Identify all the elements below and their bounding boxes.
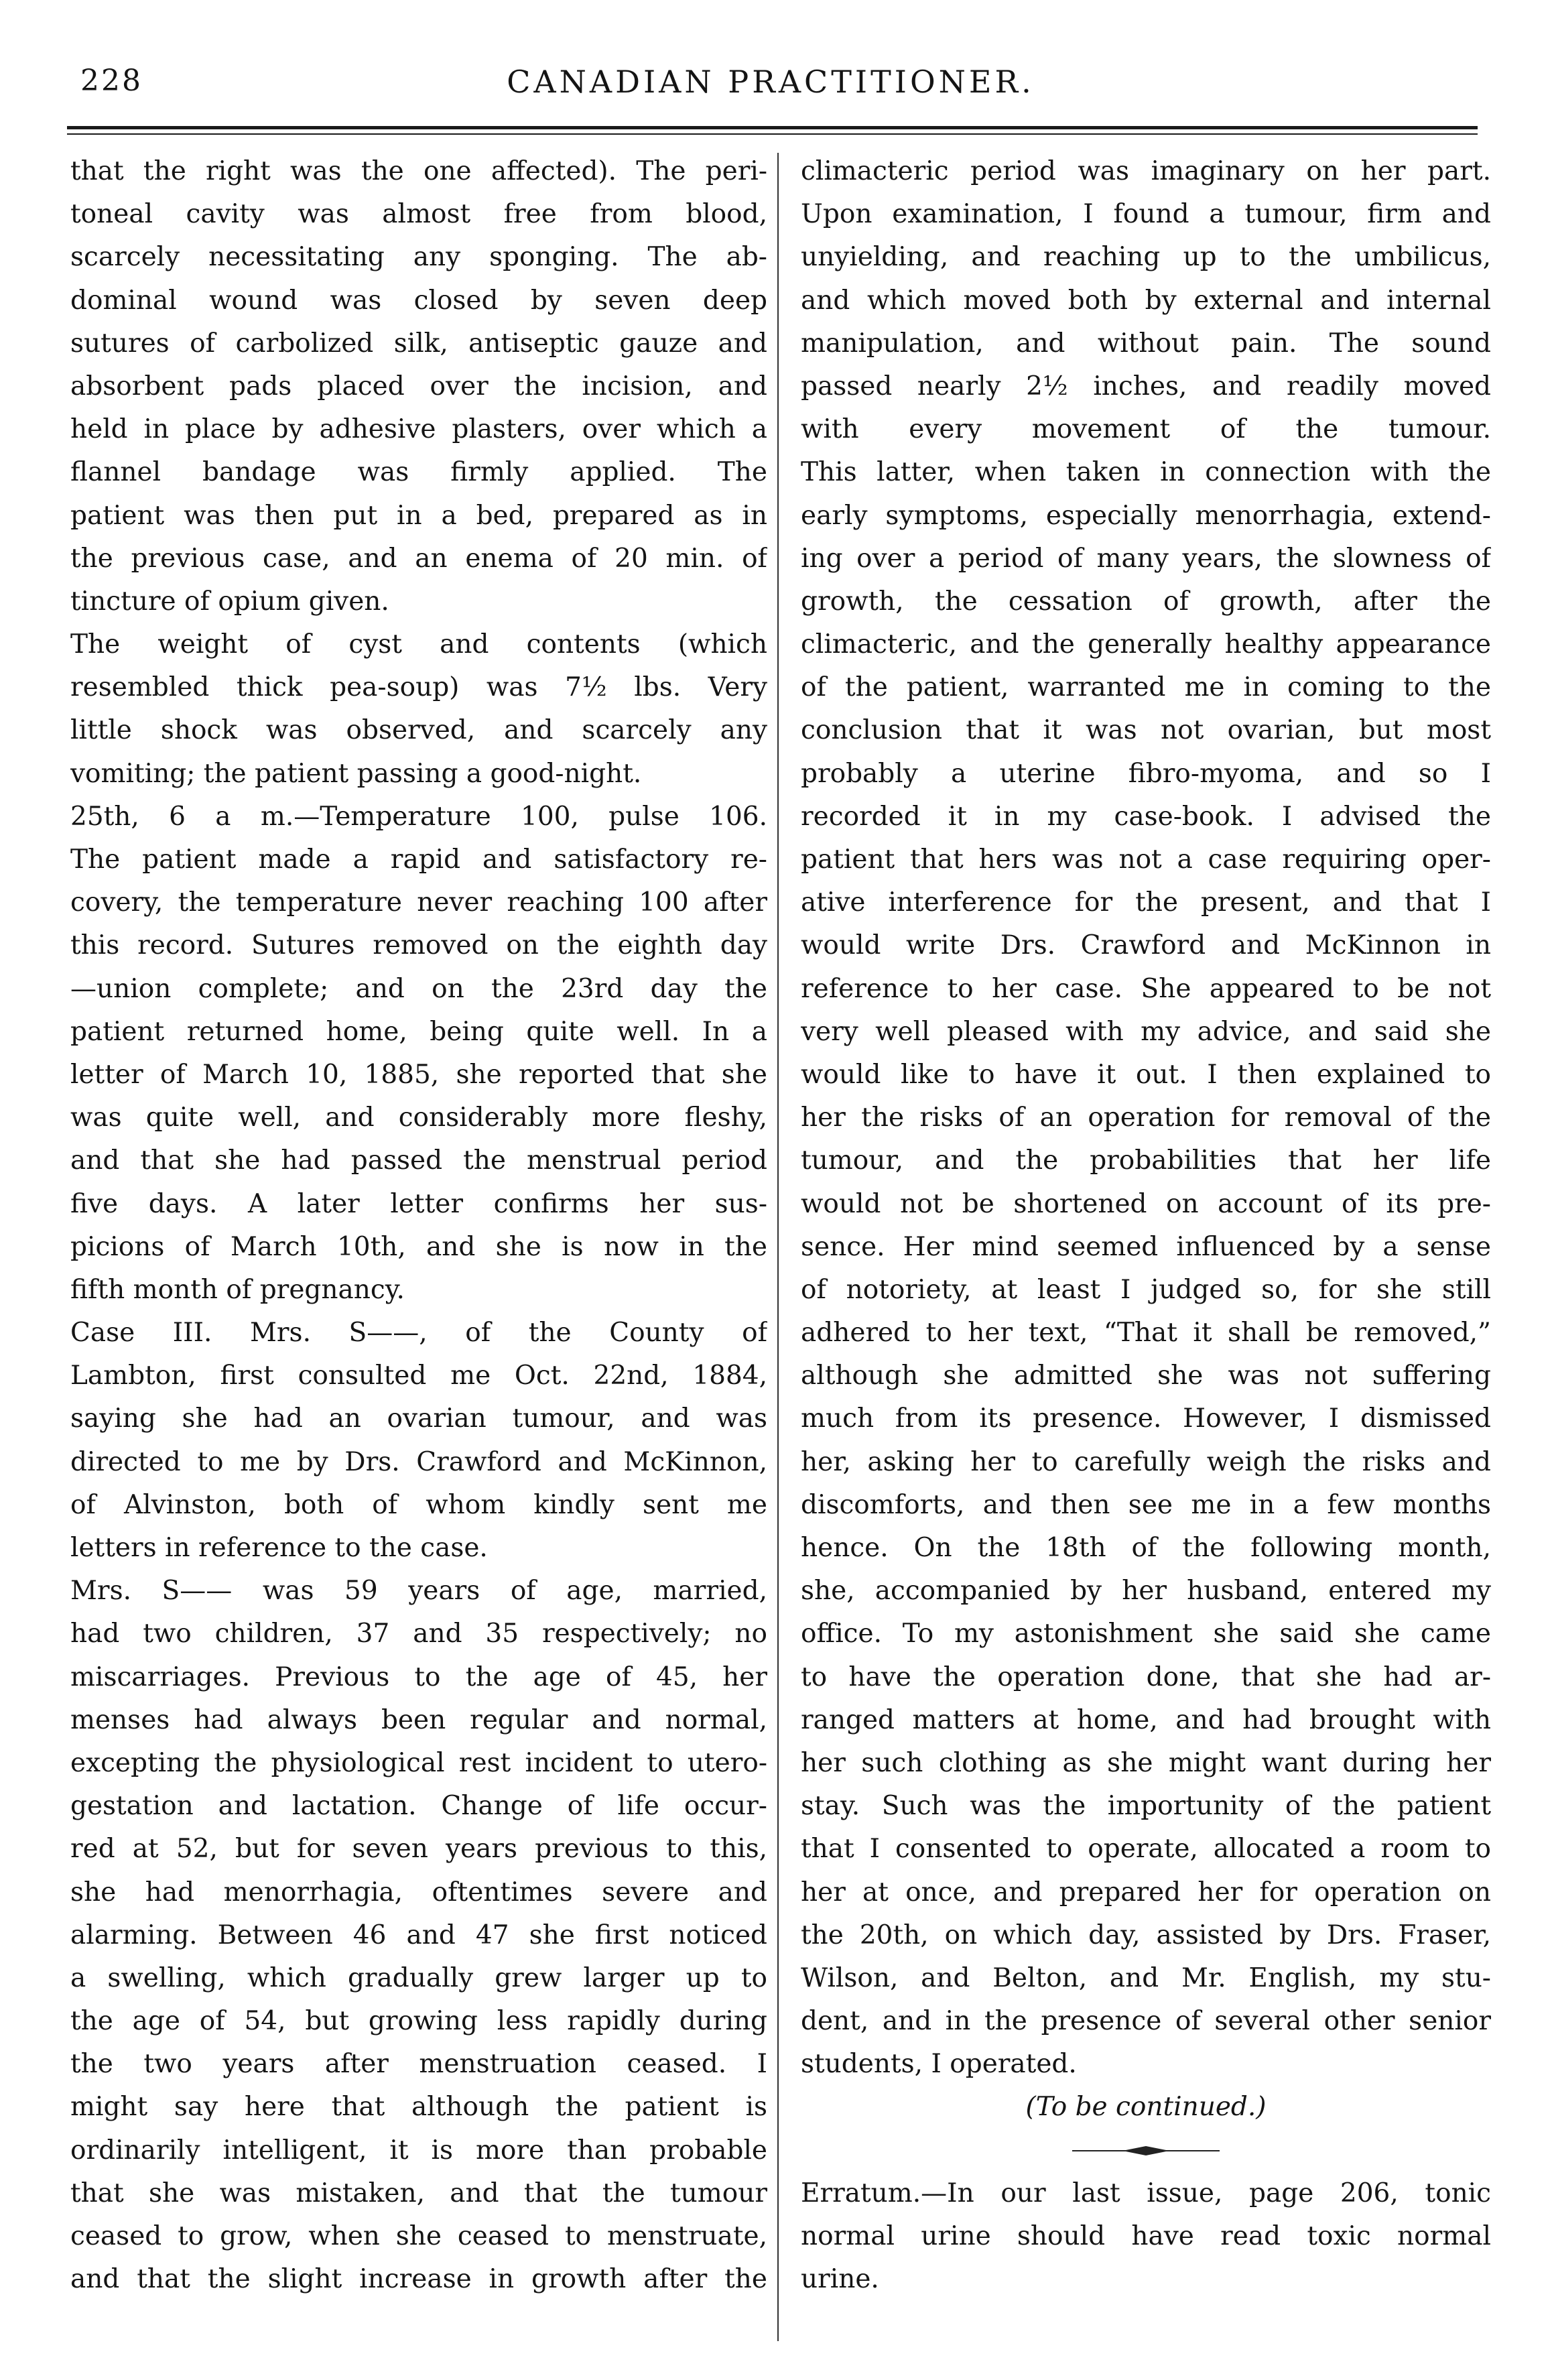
text-line: her, asking her to carefully weigh the risks and — [801, 1446, 1491, 1477]
text-line: much from its presence. However, I dismissed — [801, 1403, 1491, 1434]
text-line: The patient made a rapid and satisfactory re- — [70, 844, 767, 875]
text-line: saying she had an ovarian tumour, and was — [70, 1403, 767, 1434]
text-line: this record. Sutures removed on the eighth day — [70, 930, 767, 961]
continued-note: (To be continued.) — [1025, 2092, 1267, 2123]
text-line: would like to have it out. I then explained to — [801, 1059, 1491, 1090]
text-line: that I consented to operate, allocated a room to — [801, 1834, 1491, 1865]
text-line: ceased to grow, when she ceased to menstruate, — [70, 2221, 767, 2251]
text-line: patient was then put in a bed, prepared as in — [70, 500, 767, 531]
text-line: patient that hers was not a case requiring oper- — [801, 844, 1491, 875]
text-line: she, accompanied by her husband, entered my — [801, 1576, 1491, 1607]
right-column — [801, 150, 1491, 2301]
ornament-rule-icon — [1072, 2144, 1220, 2157]
text-line: resembled thick pea-soup) was 7½ lbs. Very — [70, 672, 767, 703]
text-line: red at 52, but for seven years previous to this, — [70, 1834, 767, 1865]
text-line: the previous case, and an enema of 20 min. of — [70, 543, 767, 574]
text-line: Case III. Mrs. S——, of the County of — [70, 1318, 767, 1349]
text-line: the age of 54, but growing less rapidly during — [70, 2006, 767, 2037]
text-line: the 20th, on which day, assisted by Drs. Fraser, — [801, 1920, 1491, 1950]
text-line: had two children, 37 and 35 respectively; no — [70, 1619, 767, 1649]
erratum-line: Erratum.—In our last issue, page 206, tonic — [801, 2178, 1491, 2208]
header-rule-thick — [67, 126, 1478, 129]
text-line: letter of March 10, 1885, she reported that she — [70, 1059, 767, 1090]
text-line: climacteric period was imaginary on her part. — [801, 156, 1491, 186]
text-line: that she was mistaken, and that the tumour — [70, 2178, 767, 2208]
text-line: This latter, when taken in connection with the — [801, 457, 1491, 488]
text-line: of notoriety, at least I judged so, for she still — [801, 1274, 1491, 1305]
text-line: sutures of carbolized silk, antiseptic gauze and — [70, 328, 767, 359]
text-line: patient returned home, being quite well. In a — [70, 1016, 767, 1047]
text-line: probably a uterine fibro-myoma, and so I — [801, 758, 1491, 789]
text-line: directed to me by Drs. Crawford and McKinnon, — [70, 1446, 767, 1477]
text-line: climacteric, and the generally healthy appearance — [801, 629, 1491, 660]
text-line: and which moved both by external and internal — [801, 285, 1491, 316]
text-line: a swelling, which gradually grew larger up to — [70, 1962, 767, 1993]
left-column — [70, 150, 767, 2301]
text-line: little shock was observed, and scarcely any — [70, 715, 767, 746]
text-line: would not be shortened on account of its pre- — [801, 1188, 1491, 1219]
text-line: menses had always been regular and normal, — [70, 1704, 767, 1735]
text-line: very well pleased with my advice, and said she — [801, 1016, 1491, 1047]
text-line: tumour, and the probabilities that her life — [801, 1145, 1491, 1176]
text-line: passed nearly 2½ inches, and readily moved — [801, 371, 1491, 401]
text-line: and that she had passed the menstrual period — [70, 1145, 767, 1176]
text-line: students, I operated. — [801, 2049, 1077, 2080]
text-line: and that the slight increase in growth after the — [70, 2264, 767, 2295]
text-line: ordinarily intelligent, it is more than probable — [70, 2135, 767, 2166]
text-line: letters in reference to the case. — [70, 1533, 488, 1563]
text-line: reference to her case. She appeared to be not — [801, 973, 1491, 1004]
text-line: early symptoms, especially menorrhagia, extend- — [801, 500, 1491, 531]
text-line: Upon examination, I found a tumour, firm and — [801, 199, 1491, 230]
text-line: sence. Her mind seemed influenced by a sense — [801, 1231, 1491, 1262]
text-line: scarcely necessitating any sponging. The ab- — [70, 242, 767, 273]
text-line: recorded it in my case-book. I advised the — [801, 801, 1491, 832]
text-line: stay. Such was the importunity of the patient — [801, 1791, 1491, 1822]
text-line: held in place by adhesive plasters, over which a — [70, 414, 767, 445]
text-line: to have the operation done, that she had ar- — [801, 1662, 1491, 1692]
text-line: dent, and in the presence of several other senior — [801, 2006, 1491, 2037]
text-line: unyielding, and reaching up to the umbilicus, — [801, 242, 1491, 273]
running-title: CANADIAN PRACTITIONER. — [507, 64, 1035, 100]
text-line: of Alvinston, both of whom kindly sent me — [70, 1489, 767, 1520]
text-line: excepting the physiological rest incident to utero- — [70, 1747, 767, 1778]
text-line: her at once, and prepared her for operation on — [801, 1877, 1491, 1907]
erratum-line: normal urine should have read toxic normal — [801, 2221, 1491, 2251]
text-line: Wilson, and Belton, and Mr. English, my stu- — [801, 1962, 1491, 1993]
text-line: might say here that although the patient is — [70, 2092, 767, 2123]
text-line: she had menorrhagia, oftentimes severe and — [70, 1877, 767, 1907]
text-line: her such clothing as she might want during her — [801, 1747, 1491, 1778]
text-line: fifth month of pregnancy. — [70, 1274, 405, 1305]
text-line: would write Drs. Crawford and McKinnon in — [801, 930, 1491, 961]
text-line: toneal cavity was almost free from blood, — [70, 199, 767, 230]
text-line: ranged matters at home, and had brought with — [801, 1704, 1491, 1735]
text-line: that the right was the one affected). The peri- — [70, 156, 767, 186]
text-line: the two years after menstruation ceased. I — [70, 2049, 767, 2080]
text-line: hence. On the 18th of the following month, — [801, 1533, 1491, 1563]
text-line: tincture of opium given. — [70, 586, 389, 617]
text-line: growth, the cessation of growth, after the — [801, 586, 1491, 617]
text-line: alarming. Between 46 and 47 she first noticed — [70, 1920, 767, 1950]
text-line: five days. A later letter confirms her sus- — [70, 1188, 767, 1219]
text-line: —union complete; and on the 23rd day the — [70, 973, 767, 1004]
text-line: Mrs. S—— was 59 years of age, married, — [70, 1576, 767, 1607]
text-line: ative interference for the present, and that I — [801, 887, 1491, 918]
section-ornament — [801, 2129, 1491, 2172]
text-line: ing over a period of many years, the slowness of — [801, 543, 1491, 574]
page-header — [67, 64, 1474, 117]
text-line: dominal wound was closed by seven deep — [70, 285, 767, 316]
column-divider — [777, 153, 779, 2341]
text-line: discomforts, and then see me in a few months — [801, 1489, 1491, 1520]
text-line: absorbent pads placed over the incision, and — [70, 371, 767, 401]
text-line: although she admitted she was not suffering — [801, 1361, 1491, 1391]
text-line: Lambton, first consulted me Oct. 22nd, 1884, — [70, 1361, 767, 1391]
text-line: with every movement of the tumour. — [801, 414, 1491, 445]
text-line: picions of March 10th, and she is now in the — [70, 1231, 767, 1262]
text-line: 25th, 6 a m.—Temperature 100, pulse 106. — [70, 801, 767, 832]
text-line: conclusion that it was not ovarian, but most — [801, 715, 1491, 746]
erratum-line: urine. — [801, 2264, 879, 2295]
text-line: was quite well, and considerably more fleshy, — [70, 1103, 767, 1133]
text-line: miscarriages. Previous to the age of 45, her — [70, 1662, 767, 1692]
text-line: gestation and lactation. Change of life occur- — [70, 1791, 767, 1822]
text-line: office. To my astonishment she said she came — [801, 1619, 1491, 1649]
header-rule-thin — [67, 133, 1478, 135]
text-line: manipulation, and without pain. The sound — [801, 328, 1491, 359]
text-line: adhered to her text, “That it shall be removed,” — [801, 1318, 1491, 1349]
text-line: vomiting; the patient passing a good-night. — [70, 758, 642, 789]
text-line: The weight of cyst and contents (which — [70, 629, 767, 660]
text-line: of the patient, warranted me in coming to the — [801, 672, 1491, 703]
text-line: covery, the temperature never reaching 100 after — [70, 887, 767, 918]
page-number: 228 — [80, 64, 143, 98]
text-line: flannel bandage was firmly applied. The — [70, 457, 767, 488]
text-line: her the risks of an operation for removal of the — [801, 1103, 1491, 1133]
